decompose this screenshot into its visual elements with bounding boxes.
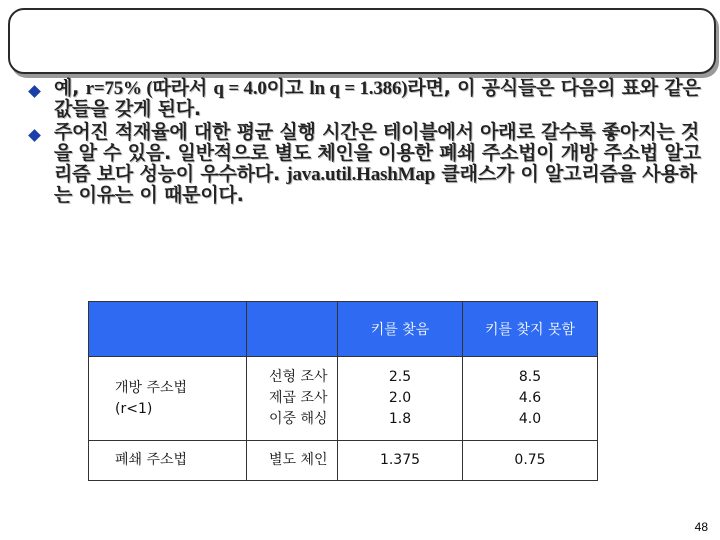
bullet-text-part: 예, bbox=[54, 77, 86, 99]
bullet-text-part: 클래스가 이 알고리즘을 사용하는 이유는 이 때문이다. bbox=[54, 163, 697, 206]
open-not-found-values bbox=[463, 357, 598, 441]
closed-addressing-label: 폐쇄 주소법 bbox=[89, 441, 247, 481]
closed-found-value: 1.375 bbox=[338, 441, 463, 481]
open-addressing-label bbox=[89, 357, 247, 441]
table-header-found: 키를 찾음 bbox=[338, 302, 463, 357]
table-header-cell bbox=[89, 302, 247, 357]
table-cell-text: 제곱 조사 bbox=[269, 390, 328, 406]
table-cell-text: 8.5 bbox=[518, 369, 542, 385]
table-cell-text: 4.6 bbox=[518, 390, 542, 406]
bullet-item bbox=[24, 122, 704, 206]
table-cell-text: 2.5 bbox=[388, 369, 412, 385]
table-row bbox=[89, 441, 598, 481]
bullet-text bbox=[54, 78, 704, 120]
table-cell-text: (r<1) bbox=[115, 400, 153, 417]
diamond-bullet-icon bbox=[28, 129, 41, 142]
table-header-not-found: 키를 찾지 못함 bbox=[463, 302, 598, 357]
table-header-cell bbox=[247, 302, 338, 357]
bullet-text-part: java.util.HashMap bbox=[286, 164, 435, 185]
table-header-row bbox=[89, 302, 598, 357]
bullet-text-part: 라면, 이 공식들은 다음의 표와 같은 값들을 갖게 된다. bbox=[54, 77, 701, 120]
bullet-text-part: 주어진 적재율에 대한 평균 실행 시간은 테이블에서 아래로 갈수록 좋아지는 것을 알 수 있음. 일반적으로 별도 체인을 이용한 폐쇄 주소법이 개방 주소법 알고리즘 보다 성능이 우수하다. bbox=[54, 121, 701, 185]
open-addressing-methods bbox=[247, 357, 338, 441]
table-cell-text: 선형 조사 bbox=[269, 369, 328, 385]
bullet-text-part: ln q = 1.386) bbox=[309, 78, 408, 99]
table-cell-text: 1.8 bbox=[388, 411, 412, 427]
bullet-list bbox=[24, 78, 704, 206]
page-number: 48 bbox=[694, 520, 708, 534]
bullet-text-part: r=75% ( bbox=[85, 78, 153, 99]
table-cell-text: 4.0 bbox=[518, 411, 542, 427]
table-cell-text: 2.0 bbox=[388, 390, 412, 406]
slide-title-box bbox=[8, 8, 716, 74]
diamond-bullet-icon bbox=[28, 85, 41, 98]
table-cell-text: 이중 해싱 bbox=[269, 411, 328, 427]
bullet-text-part: 이고 bbox=[266, 77, 310, 99]
bullet-text bbox=[54, 122, 704, 206]
closed-not-found-value: 0.75 bbox=[463, 441, 598, 481]
closed-addressing-method: 별도 체인 bbox=[247, 441, 338, 481]
bullet-text-part: 따라서 bbox=[152, 77, 214, 99]
bullet-text-part: q = 4.0 bbox=[213, 78, 267, 99]
table-row bbox=[89, 357, 598, 441]
open-found-values bbox=[338, 357, 463, 441]
table-cell-text: 개방 주소법 bbox=[115, 379, 188, 396]
performance-table bbox=[88, 301, 598, 481]
bullet-item bbox=[24, 78, 704, 120]
